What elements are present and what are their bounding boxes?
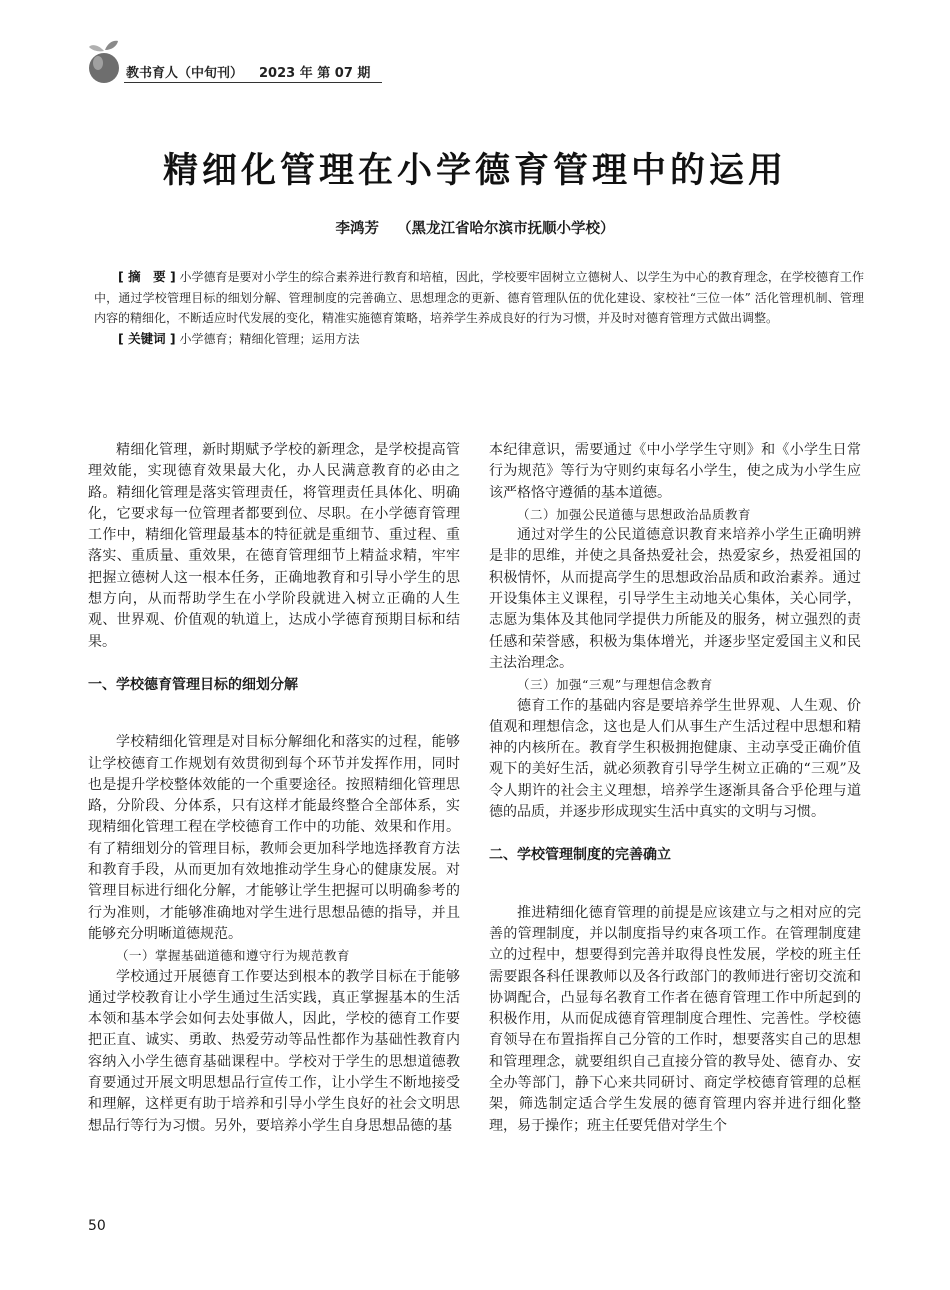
right-column xyxy=(489,440,861,1137)
author-affiliation: （黑龙江省哈尔滨市抚顺小学校） xyxy=(397,221,615,237)
abstract-paragraph xyxy=(94,267,864,329)
abstract-text: 小学德育是要对小学生的综合素养进行教育和培植，因此，学校要牢固树立立德树人、以学生为中心的教育理念，在学校德育工作中，通过学校管理目标的细划分解、管理制度的完善确立、思想理念的更新、德育管理队伍的优化建设、家校社“三位一体” 活化管理机制、管理内容的精细化，不断适应时代发展的变化，精准实施德育策略，培养学生养成良好的行为习惯，并及时对德育管理方式做出调整。 xyxy=(94,270,864,325)
body-paragraph: 学校精细化管理是对目标分解细化和落实的过程，能够让学校德育工作规划有效贯彻到每个环节并发挥作用，同时也是提升学校整体效能的一个重要途径。按照精细化管理思路，分阶段、分体系，只有这样才能最终整合全部体系，实现精细化管理工程在学校德育工作中的功能、效果和作用。有了精细划分的管理目标，教师会更加科学地选择教育方法和教育手段，从而更加有效地推动学生身心的健康发展。对管理目标进行细化分解，才能够让学生把握可以明确参考的行为准则，才能够准确地对学生进行思想品德的指导，并且能够充分明晰道德规范。 xyxy=(88,734,460,942)
left-column xyxy=(88,440,460,1137)
body-paragraph: 学校通过开展德育工作要达到根本的教学目标在于能够通过学校教育让小学生通过生活实践，真正掌握基本的生活本领和基本学会如何去处事做人，因此，学校的德育工作要把正直、诚实、勇敢、热爱劳动等品性都作为基础性教育内容纳入小学生德育基础课程中。学校对于学生的思想道德教育要通过开展文明思想品行宣传工作，让小学生不断地接受和理解，这样更有助于培养和引导小学生良好的社会文明思想品行等行为习惯。另外，要培养小学生自身思想品德的基 xyxy=(88,968,460,1134)
body-paragraph: 通过对学生的公民道德意识教育来培养小学生正确明辨是非的思维，并使之具备热爱社会，热爱家乡，热爱祖国的积极情怀，从而提高学生的思想政治品质和政治素养。通过开设集体主义课程，引导学生主动地关心集体，关心同学，志愿为集体及其他同学提供力所能及的服务，树立强烈的责任感和荣誉感，积极为集体增光，并逐步坚定爱国主义和民主法治理念。 xyxy=(489,527,861,671)
page-number: 50 xyxy=(88,1218,106,1234)
author-name: 李鸿芳 xyxy=(335,221,379,237)
body-paragraph: 推进精细化德育管理的前提是应该建立与之相对应的完善的管理制度，并以制度指导约束各项工作。在管理制度建立的过程中，想要得到完善并取得良性发展，学校的班主任需要跟各科任课教师以及各行政部门的教师进行密切交流和协调配合，凸显每名教育工作者在德育管理工作中所起到的积极作用，从而促成德育管理制度合理性、完善性。学校德育领导在布置指挥自己分管的工作时，想要落实自己的思想和管理理念，就要组织自己直接分管的教导处、德育办、安全办等部门，静下心来共同研讨、商定学校德育管理的总框架，筛选制定适合学生发展的德育管理内容并进行细化整理，易于操作；班主任要凭借对学生个 xyxy=(489,904,861,1134)
author-line xyxy=(0,217,950,238)
journal-header xyxy=(84,38,384,88)
journal-issue: 2023 年 第 07 期 xyxy=(259,66,371,81)
section-heading: 一、学校德育管理目标的细划分解 xyxy=(88,676,298,693)
article-title: 精细化管理在小学德育管理中的运用 xyxy=(162,150,787,191)
journal-title: 教书育人（中旬刊） xyxy=(126,66,244,81)
subsection-heading: （二）加强公民道德与思想政治品质教育 xyxy=(517,506,752,522)
journal-name xyxy=(126,62,370,81)
keywords-text: 小学德育；精细化管理；运用方法 xyxy=(179,331,360,346)
keywords-label: [ 关键词 ] xyxy=(118,330,176,346)
body-paragraph: 本纪律意识，需要通过《中小学学生守则》和《小学生日常行为规范》等行为守则约束每名小学生，使之成为小学生应该严格恪守遵循的基本道德。 xyxy=(489,442,861,501)
body-paragraph: 精细化管理，新时期赋予学校的新理念，是学校提高管理效能，实现德育效果最大化，办人民满意教育的必由之路。精细化管理是落实管理责任，将管理责任具体化、明确化，它要求每一位管理者都要到位、尽职。在小学德育管理工作中，精细化管理最基本的特征就是重细节、重过程、重落实、重质量、重效果，在德育管理细节上精益求精，牢牢把握立德树人这一根本任务，正确地教育和引导小学生的思想方向，从而帮助学生在小学阶段就进入树立正确的人生观、世界观、价值观的轨道上，达成小学德育预期目标和结果。 xyxy=(88,442,460,650)
header-rule xyxy=(124,82,382,83)
body-paragraph: 德育工作的基础内容是要培养学生世界观、人生观、价值观和理想信念，这也是人们从事生产生活过程中思想和精神的内核所在。教育学生积极拥抱健康、主动享受正确价值观下的美好生活，就必须教育引导学生树立正确的“三观”及令人期许的社会主义理想，培养学生逐渐具备合乎伦理与道德的品质，并逐步形成现实生活中真实的文明与习惯。 xyxy=(489,697,861,821)
abstract-block xyxy=(94,267,864,349)
section-heading: 二、学校管理制度的完善确立 xyxy=(489,847,671,864)
apple-logo-icon xyxy=(84,38,124,84)
abstract-label: [ 摘 要 ] xyxy=(118,269,176,284)
subsection-heading: （一）掌握基础道德和遵守行为规范教育 xyxy=(116,948,351,964)
subsection-heading: （三）加强“三观”与理想信念教育 xyxy=(517,677,713,693)
keywords-paragraph xyxy=(94,329,864,350)
